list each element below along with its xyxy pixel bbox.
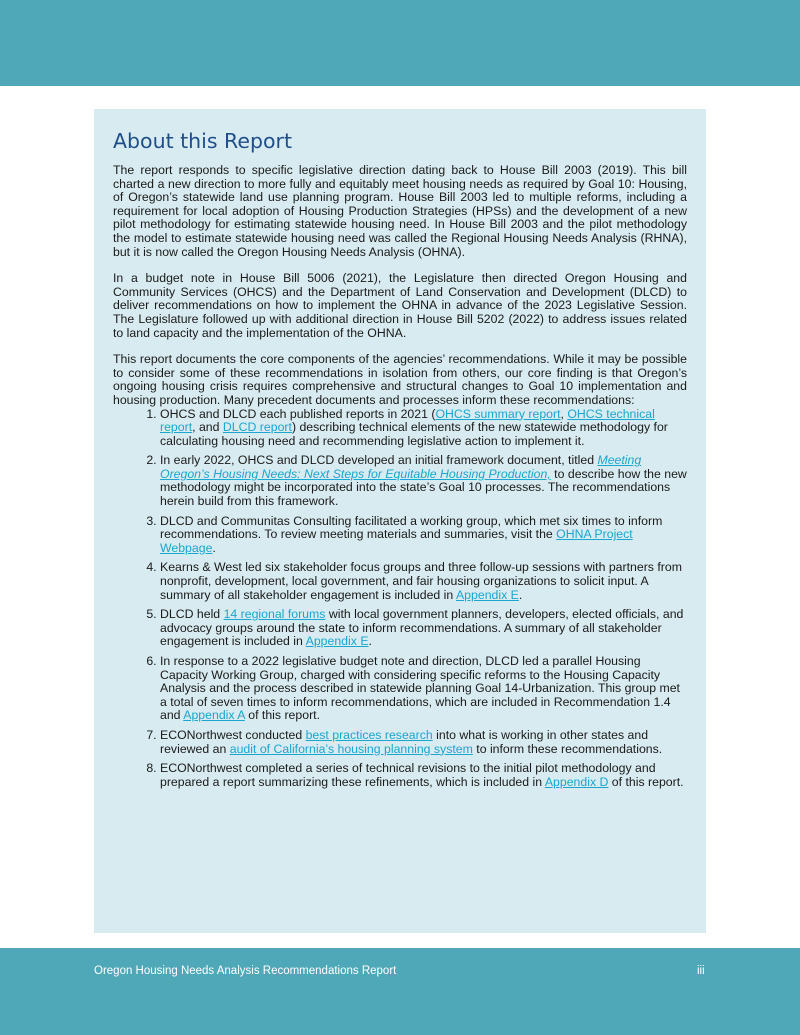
best-practices-research-link[interactable]: best practices research — [305, 727, 433, 742]
list-item: 6. In response to a 2022 legislative budget note and direction, DLCD led a parallel Housing Capacity Working Group, charged with considering specific reforms to the Housing Capacity Analysis and the process described in statewide planning Goal 14-Urbanization. This group met a total of seven times to inform recommendations, which are included in Recommendation 1.4 and Appendix A of this report. — [160, 655, 687, 723]
appendix-a-link[interactable]: Appendix A — [183, 708, 245, 723]
list-item: 4. Kearns & West led six stakeholder focus groups and three follow-up sessions with partners from nonprofit, development, local government, and fair housing organizations to solicit input. A summary of all stakeholder engagement is included in Appendix E. — [160, 561, 687, 602]
precedent-list — [113, 408, 687, 790]
ohcs-technical-report-link[interactable]: OHCS technical report — [160, 406, 655, 435]
appendix-e-link[interactable]: Appendix E — [305, 634, 369, 649]
about-report-panel — [94, 109, 706, 933]
footer-report-title: Oregon Housing Needs Analysis Recommendations Report — [94, 965, 397, 977]
list-item: 3. DLCD and Communitas Consulting facilitated a working group, which met six times to inform recommendations. To review meeting materials and summaries, visit the OHNA Project Webpage. — [160, 515, 687, 556]
appendix-d-link[interactable]: Appendix D — [544, 774, 609, 789]
footer-band — [0, 948, 800, 1035]
regional-forums-link[interactable]: 14 regional forums — [223, 607, 326, 622]
california-audit-link[interactable]: audit of California’s housing planning system — [229, 741, 473, 756]
dlcd-report-link[interactable]: DLCD report — [222, 420, 292, 435]
meeting-housing-needs-link[interactable]: Meeting Oregon’s Housing Needs: Next Steps for Equitable Housing Production, — [160, 453, 642, 481]
list-item: 1. OHCS and DLCD each published reports in 2021 (OHCS summary report, OHCS technical report, and DLCD report) describing technical elements of the new statewide methodology for calculating housing need and recommending legislative action to implement it. — [160, 408, 687, 449]
list-item: 5. DLCD held 14 regional forums with local government planners, developers, elected officials, and advocacy groups around the state to inform recommendations. A summary of all stakeholder engagement is included in Appendix E. — [160, 608, 687, 649]
ohna-project-webpage-link[interactable]: OHNA Project Webpage — [160, 527, 633, 555]
section-heading: About this Report — [113, 129, 293, 153]
list-item: 7. ECONorthwest conducted best practices research into what is working in other states and reviewed an audit of California’s housing planning system to inform these recommendations. — [160, 729, 687, 756]
list-item: 2. In early 2022, OHCS and DLCD developed an initial framework document, titled Meeting Oregon’s Housing Needs: Next Steps for Equitable Housing Production, to describe how the new methodology might be incorporated into the state’s Goal 10 processes. The recommendations herein build from this framework. — [160, 454, 687, 508]
appendix-e-link[interactable]: Appendix E — [455, 587, 519, 602]
header-band — [0, 0, 800, 86]
page-number: iii — [697, 965, 705, 977]
paragraph-core-findings: This report documents the core components of the agencies’ recommendations. While it may be possible to consider some of these recommendations in isolation from others, our core finding is that Oregon’s ongoing housing crisis requires comprehensive and structural changes to Goal 10 implementation and housing production. Many precedent documents and processes inform these recommendations: — [113, 352, 687, 407]
ohcs-summary-report-link[interactable]: OHCS summary report — [435, 406, 561, 421]
paragraph-budget-note: In a budget note in House Bill 5006 (2021), the Legislature then directed Oregon Housing and Community Services (OHCS) and the Department of Land Conservation and Development (DLCD) to deliver recommendations on how to implement the OHNA in advance of the 2023 Legislative Session. The Legislature followed up with additional direction in House Bill 5202 (2022) to address issues related to land capacity and the implementation of the OHNA. — [113, 271, 687, 340]
paragraph-background: The report responds to specific legislative direction dating back to House Bill 2003 (2019). This bill charted a new direction to more fully and equitably meet housing needs as required by Goal 10: Housing, of Oregon’s statewide land use planning program. House Bill 2003 led to multiple reforms, including a requirement for local adoption of Housing Production Strategies (HPSs) and the development of a new pilot methodology for estimating statewide housing need. In House Bill 2003 and the pilot methodology the model to estimate statewide housing need was called the Regional Housing Needs Analysis (RHNA), but it is now called the Oregon Housing Needs Analysis (OHNA). — [113, 163, 687, 259]
list-item: 8. ECONorthwest completed a series of technical revisions to the initial pilot methodology and prepared a report summarizing these refinements, which is included in Appendix D of this report. — [160, 762, 687, 789]
